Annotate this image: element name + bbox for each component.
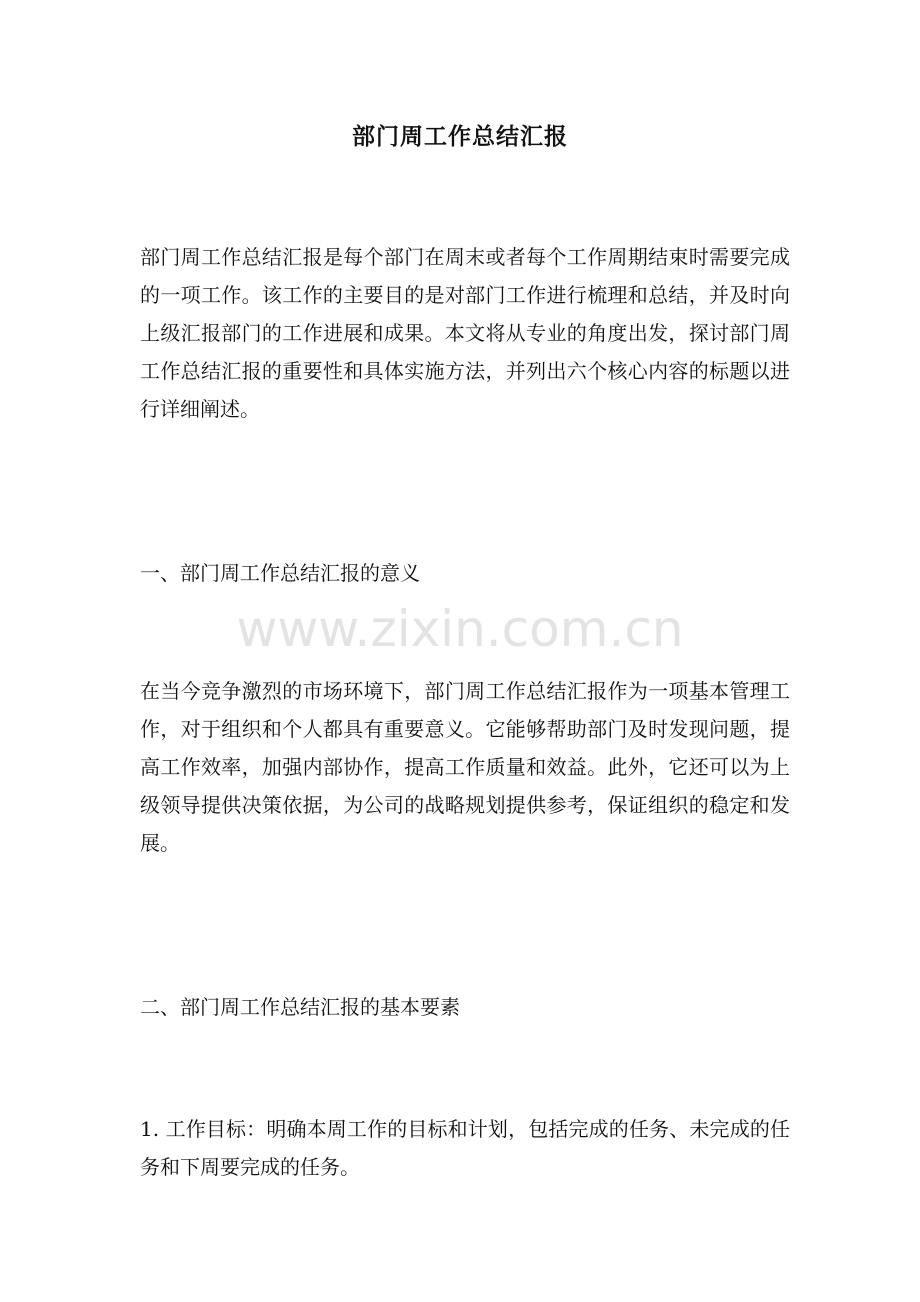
intro-paragraph: 部门周工作总结汇报是每个部门在周末或者每个工作周期结束时需要完成的一项工作。该工作的主要目的是对部门工作进行梳理和总结，并及时向上级汇报部门的工作进展和成果。本文将从专业的角度出发，探讨部门周工作总结汇报的重要性和具体实施方法，并列出六个核心内容的标题以进行详细阐述。 (140, 245, 790, 421)
list-item-1: 1. 工作目标：明确本周工作的目标和计划，包括完成的任务、未完成的任务和下周要完成的任务。 (140, 1117, 790, 1179)
section-1-heading: 一、部门周工作总结汇报的意义 (140, 561, 420, 585)
section-2-heading: 二、部门周工作总结汇报的基本要素 (140, 995, 460, 1019)
section-1-paragraph: 在当今竞争激烈的市场环境下，部门周工作总结汇报作为一项基本管理工作，对于组织和个人都具有重要意义。它能够帮助部门及时发现问题，提高工作效率，加强内部协作，提高工作质量和效益。此外，它还可以为上级领导提供决策依据，为公司的战略规划提供参考，保证组织的稳定和发展。 (140, 679, 790, 855)
watermark: www.zixin.com.cn (236, 600, 684, 658)
document-title: 部门周工作总结汇报 (352, 123, 568, 150)
